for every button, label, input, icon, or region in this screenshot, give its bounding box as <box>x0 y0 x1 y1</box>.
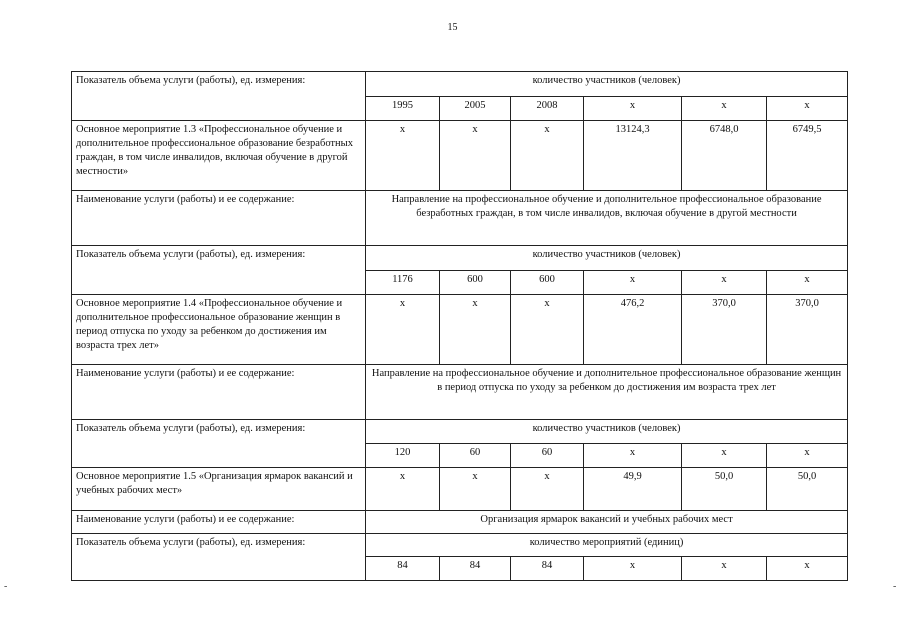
value-cell: 60 <box>511 444 584 468</box>
value-cell: 84 <box>511 557 584 581</box>
value-cell: х <box>767 97 848 121</box>
value-cell: 13124,3 <box>584 121 682 191</box>
value-cell: х <box>767 557 848 581</box>
value-cell: х <box>682 557 767 581</box>
edge-mark-right: - <box>893 581 897 592</box>
value-cell: 120 <box>366 444 440 468</box>
value-cell: 84 <box>440 557 511 581</box>
service-label: Наименование услуги (работы) и ее содержание: <box>72 511 366 534</box>
service-label: Наименование услуги (работы) и ее содержание: <box>72 365 366 420</box>
table-row <box>72 246 848 271</box>
value-cell: х <box>366 121 440 191</box>
table-row <box>72 420 848 444</box>
value-cell: х <box>682 444 767 468</box>
value-cell: х <box>440 468 511 511</box>
indicator-label: Показатель объема услуги (работы), ед. измерения: <box>72 420 366 468</box>
value-cell: х <box>682 97 767 121</box>
value-cell: 476,2 <box>584 295 682 365</box>
value-cell: х <box>366 468 440 511</box>
value-cell: 60 <box>440 444 511 468</box>
event-label: Основное мероприятие 1.4 «Профессиональное обучение и дополнительное профессиональное образование женщин в период отпуска по уходу за ребенком до достижения им возраста трех лет» <box>72 295 366 365</box>
value-cell: х <box>584 271 682 295</box>
indicator-label: Показатель объема услуги (работы), ед. измерения: <box>72 246 366 295</box>
value-cell: 600 <box>511 271 584 295</box>
value-cell: 2005 <box>440 97 511 121</box>
indicator-unit: количество мероприятий (единиц) <box>366 534 848 557</box>
value-cell: х <box>440 121 511 191</box>
service-label: Наименование услуги (работы) и ее содержание: <box>72 191 366 246</box>
indicator-unit: количество участников (человек) <box>366 420 848 444</box>
value-cell: х <box>584 557 682 581</box>
value-cell: х <box>366 295 440 365</box>
value-cell: х <box>511 121 584 191</box>
value-cell: 1176 <box>366 271 440 295</box>
value-cell: х <box>584 97 682 121</box>
value-cell: х <box>767 271 848 295</box>
indicator-unit: количество участников (человек) <box>366 246 848 271</box>
value-cell: х <box>767 444 848 468</box>
indicator-unit: количество участников (человек) <box>366 72 848 97</box>
table-row <box>72 295 848 365</box>
table-row <box>72 534 848 557</box>
event-label: Основное мероприятие 1.3 «Профессиональное обучение и дополнительное профессиональное образование безработных граждан, в том числе инвалидов, включая обучение в другой местности» <box>72 121 366 191</box>
table-row <box>72 191 848 246</box>
value-cell: 600 <box>440 271 511 295</box>
value-cell: 84 <box>366 557 440 581</box>
value-cell: 50,0 <box>767 468 848 511</box>
indicator-label: Показатель объема услуги (работы), ед. измерения: <box>72 534 366 581</box>
table-row <box>72 72 848 97</box>
table-row <box>72 121 848 191</box>
value-cell: 370,0 <box>767 295 848 365</box>
table-row <box>72 468 848 511</box>
value-cell: 6748,0 <box>682 121 767 191</box>
value-cell: х <box>511 295 584 365</box>
table-row <box>72 365 848 420</box>
value-cell: 2008 <box>511 97 584 121</box>
value-cell: х <box>511 468 584 511</box>
value-cell: 6749,5 <box>767 121 848 191</box>
value-cell: 49,9 <box>584 468 682 511</box>
measures-table <box>71 71 848 581</box>
service-description: Направление на профессиональное обучение и дополнительное профессиональное образование женщин в период отпуска по уходу за ребенком до достижения им возраста трех лет <box>366 365 848 420</box>
service-description: Организация ярмарок вакансий и учебных рабочих мест <box>366 511 848 534</box>
value-cell: х <box>584 444 682 468</box>
value-cell: 1995 <box>366 97 440 121</box>
value-cell: х <box>440 295 511 365</box>
edge-mark-left: - <box>4 581 8 592</box>
service-description: Направление на профессиональное обучение и дополнительное профессиональное образование безработных граждан, в том числе инвалидов, включая обучение в другой местности <box>366 191 848 246</box>
table-row <box>72 511 848 534</box>
value-cell: 50,0 <box>682 468 767 511</box>
value-cell: х <box>682 271 767 295</box>
indicator-label: Показатель объема услуги (работы), ед. измерения: <box>72 72 366 121</box>
page-number: 15 <box>447 22 458 33</box>
value-cell: 370,0 <box>682 295 767 365</box>
event-label: Основное мероприятие 1.5 «Организация ярмарок вакансий и учебных рабочих мест» <box>72 468 366 511</box>
